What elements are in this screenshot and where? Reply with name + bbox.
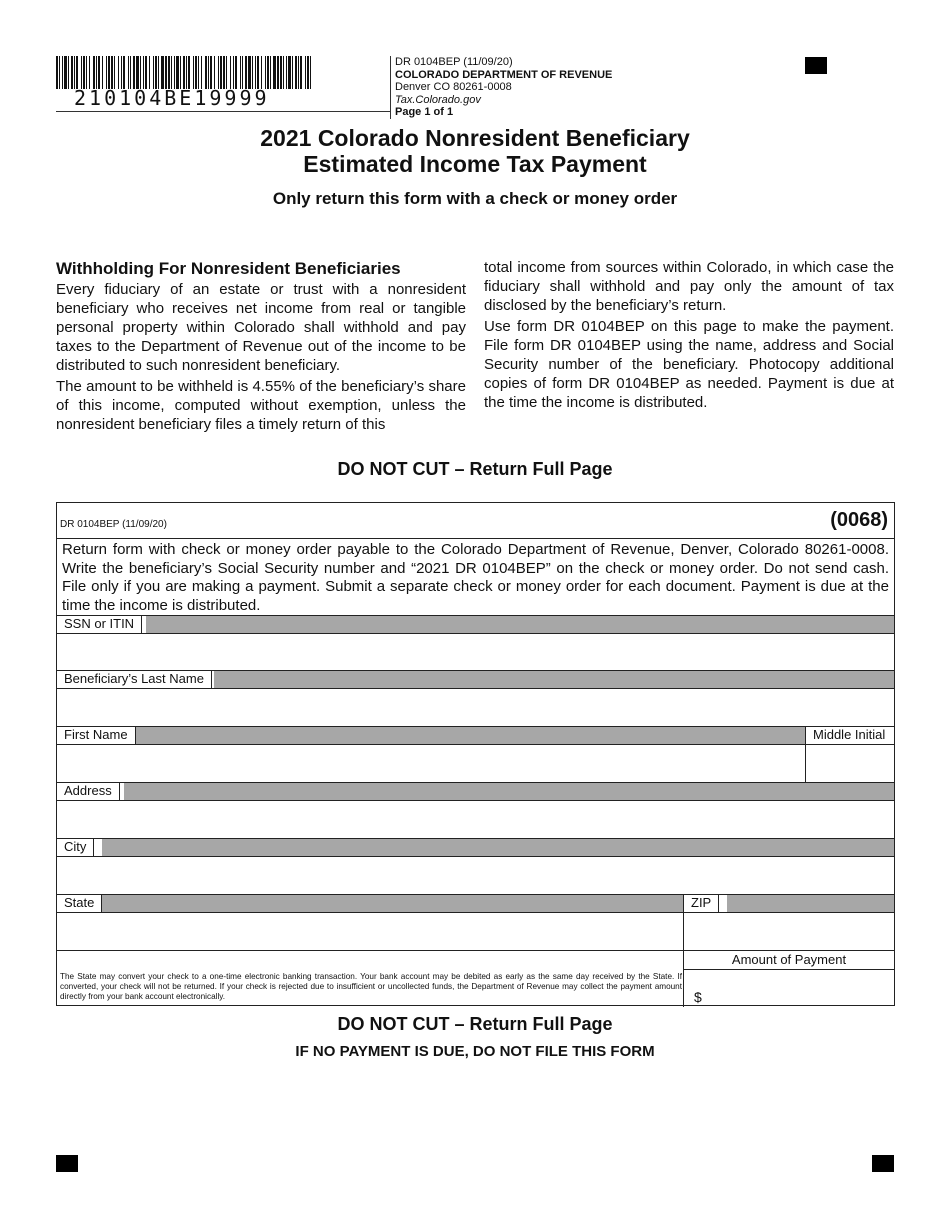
voucher-header bbox=[57, 503, 894, 539]
barcode-bar bbox=[68, 56, 69, 89]
page-subtitle: Only return this form with a check or money order bbox=[272, 189, 678, 208]
ssn-input[interactable] bbox=[57, 634, 894, 670]
form-number: DR 0104BEP (11/09/20) bbox=[395, 56, 513, 68]
barcode-bar bbox=[140, 56, 141, 89]
ssn-label: SSN or ITIN bbox=[57, 616, 142, 634]
page-title-line2: Estimated Income Tax Payment bbox=[303, 151, 647, 177]
label-bar bbox=[135, 727, 805, 744]
barcode-bar bbox=[223, 56, 225, 89]
barcode-bar bbox=[130, 56, 131, 89]
barcode-bar bbox=[280, 56, 282, 89]
city-input[interactable] bbox=[57, 857, 894, 894]
instructions-right-column bbox=[484, 258, 894, 414]
paragraph: Use form DR 0104BEP on this page to make the payment. File form DR 0104BEP using the name, address and Social Security number of the beneficiary. Photocopy additional copies of form DR 0104BEP as needed. Payment is due at the time the income is distributed. bbox=[484, 318, 894, 411]
page-number: Page 1 of 1 bbox=[395, 106, 454, 118]
department-name: COLORADO DEPARTMENT OF REVENUE bbox=[395, 68, 613, 81]
paragraph: The amount to be withheld is 4.55% of the beneficiary’s share of this income, computed without exemption, unless the nonresident beneficiary files a timely return of this bbox=[56, 378, 466, 433]
state-label: State bbox=[57, 895, 102, 913]
barcode-bar bbox=[133, 56, 135, 89]
check-conversion-disclaimer: The State may convert your check to a one-time electronic banking transaction. Your bank account may be debited as early as the same day received by the State. If converted, your check will not be returned. If your check is rejected due to insufficient or uncollected funds, the Department of Revenue may collect the payment amount directly from your bank account electronically. bbox=[60, 972, 682, 1001]
barcode-bar bbox=[261, 56, 262, 89]
barcode-bar bbox=[76, 56, 78, 89]
barcode-bar bbox=[168, 56, 170, 89]
label-bar bbox=[102, 895, 683, 912]
barcode-bar bbox=[255, 56, 256, 89]
barcode-bar bbox=[214, 56, 215, 89]
address-input[interactable] bbox=[57, 801, 894, 838]
middle-initial-input[interactable] bbox=[806, 745, 894, 782]
address-label: Address bbox=[57, 783, 120, 801]
barcode-bar bbox=[149, 56, 150, 89]
barcode-bar bbox=[198, 56, 199, 89]
barcode-bars bbox=[56, 56, 311, 89]
barcode-bar bbox=[161, 56, 164, 89]
barcode-bar bbox=[96, 56, 97, 89]
barcode-bar bbox=[145, 56, 147, 89]
barcode-bar bbox=[310, 56, 311, 89]
barcode-bar bbox=[59, 56, 60, 89]
barcode-bar bbox=[81, 56, 82, 89]
amount-input[interactable] bbox=[712, 970, 894, 1005]
voucher-code: (0068) bbox=[830, 509, 888, 531]
first-name-input[interactable] bbox=[57, 745, 805, 782]
label-bar bbox=[124, 783, 894, 800]
barcode-bar bbox=[114, 56, 115, 89]
barcode-bar bbox=[121, 56, 122, 89]
barcode-bar bbox=[183, 56, 185, 89]
department-address: Denver CO 80261-0008 bbox=[395, 81, 512, 93]
last-name-input[interactable] bbox=[57, 689, 894, 726]
barcode-bar bbox=[136, 56, 139, 89]
barcode-bar bbox=[176, 56, 179, 89]
barcode-number: 210104BE19999 bbox=[74, 86, 270, 110]
barcode-bar bbox=[86, 56, 87, 89]
barcode-bar bbox=[71, 56, 73, 89]
barcode-bar bbox=[102, 56, 103, 89]
voucher-form-id: DR 0104BEP (11/09/20) bbox=[60, 519, 167, 530]
barcode-bar bbox=[307, 56, 309, 89]
barcode-bar bbox=[235, 56, 237, 89]
page-title bbox=[0, 125, 950, 177]
barcode-bar bbox=[300, 56, 302, 89]
barcode-bar bbox=[220, 56, 222, 89]
city-label: City bbox=[57, 839, 94, 857]
barcode-bar bbox=[205, 56, 207, 89]
barcode-bar bbox=[174, 56, 175, 89]
payment-voucher bbox=[56, 502, 895, 1006]
barcode-bar bbox=[153, 56, 154, 89]
middle-initial-label: Middle Initial bbox=[805, 727, 892, 745]
barcode-bar bbox=[83, 56, 85, 89]
label-bar bbox=[727, 895, 894, 912]
barcode-bar bbox=[123, 56, 125, 89]
barcode-bar bbox=[201, 56, 202, 89]
registration-mark-top-right bbox=[805, 57, 827, 74]
barcode-bar bbox=[265, 56, 266, 89]
barcode-bar bbox=[248, 56, 251, 89]
barcode-bar bbox=[118, 56, 119, 89]
barcode-bar bbox=[188, 56, 190, 89]
barcode-bar bbox=[180, 56, 181, 89]
barcode-bar bbox=[242, 56, 243, 89]
barcode-bar bbox=[257, 56, 259, 89]
barcode-bar bbox=[286, 56, 287, 89]
barcode-bar bbox=[208, 56, 209, 89]
section-heading: Withholding For Nonresident Beneficiaries bbox=[56, 259, 401, 278]
barcode-bar bbox=[128, 56, 129, 89]
barcode-bar bbox=[195, 56, 197, 89]
zip-input[interactable] bbox=[684, 913, 894, 950]
label-bar bbox=[102, 839, 894, 856]
barcode-bar bbox=[226, 56, 227, 89]
barcode-bar bbox=[240, 56, 241, 89]
amount-label: Amount of Payment bbox=[731, 952, 847, 967]
registration-mark-bottom-right bbox=[872, 1155, 894, 1172]
barcode-bar bbox=[108, 56, 110, 89]
barcode-bar bbox=[210, 56, 212, 89]
state-input[interactable] bbox=[57, 913, 683, 950]
paragraph: total income from sources within Colorado, in which case the fiduciary shall withhold and pay only the amount of tax disclosed by the beneficiary’s return. bbox=[484, 259, 894, 314]
barcode-bar bbox=[89, 56, 90, 89]
first-name-label: First Name bbox=[57, 727, 136, 745]
barcode-bar bbox=[62, 56, 63, 89]
barcode-bar bbox=[158, 56, 159, 89]
registration-mark-bottom-left bbox=[56, 1155, 78, 1172]
barcode-bar bbox=[98, 56, 100, 89]
page-title-line1: 2021 Colorado Nonresident Beneficiary bbox=[260, 125, 690, 151]
barcode-bar bbox=[93, 56, 95, 89]
barcode-bar bbox=[56, 56, 58, 89]
barcode-bar bbox=[74, 56, 75, 89]
barcode-bar bbox=[186, 56, 187, 89]
dollar-sign: $ bbox=[694, 989, 702, 1005]
barcode bbox=[56, 56, 391, 112]
barcode-bar bbox=[230, 56, 231, 89]
barcode-bar bbox=[171, 56, 172, 89]
barcode-bar bbox=[143, 56, 144, 89]
instructions-left-column bbox=[56, 258, 466, 436]
footer-do-not-cut-notice: DO NOT CUT – Return Full Page bbox=[337, 1014, 613, 1034]
barcode-bar bbox=[283, 56, 284, 89]
barcode-bar bbox=[218, 56, 219, 89]
barcode-bar bbox=[292, 56, 293, 89]
barcode-bar bbox=[267, 56, 269, 89]
label-bar bbox=[146, 616, 894, 633]
barcode-bar bbox=[295, 56, 297, 89]
barcode-bar bbox=[64, 56, 67, 89]
barcode-bar bbox=[273, 56, 276, 89]
label-bar bbox=[214, 671, 894, 688]
barcode-bar bbox=[155, 56, 157, 89]
last-name-label: Beneficiary’s Last Name bbox=[57, 671, 212, 689]
paragraph: Every fiduciary of an estate or trust with a nonresident beneficiary who receives net income from real or tangible personal property within Colorado shall withhold and pay taxes to the Department of Revenue out of the income to be distributed to such nonresident beneficiary. bbox=[56, 281, 466, 374]
no-payment-notice: IF NO PAYMENT IS DUE, DO NOT FILE THIS FORM bbox=[295, 1043, 655, 1060]
barcode-bar bbox=[252, 56, 253, 89]
barcode-bar bbox=[106, 56, 107, 89]
barcode-bar bbox=[193, 56, 194, 89]
barcode-bar bbox=[245, 56, 247, 89]
zip-label: ZIP bbox=[683, 895, 719, 913]
form-header-info bbox=[390, 56, 612, 119]
barcode-bar bbox=[165, 56, 167, 89]
voucher-instructions: Return form with check or money order payable to the Colorado Department of Revenue, Denver, Colorado 80261-0008. Write the beneficiary’s Social Security number and “2021 DR 0104BEP” on the check or money order. Do not send cash. File only if you are making a payment. Submit a separate check or money order for each document. Payment is due at the time the income is distributed. bbox=[57, 539, 894, 616]
barcode-bar bbox=[270, 56, 271, 89]
department-website: Tax.Colorado.gov bbox=[395, 93, 481, 106]
barcode-bar bbox=[277, 56, 279, 89]
barcode-bar bbox=[288, 56, 291, 89]
barcode-bar bbox=[305, 56, 306, 89]
barcode-bar bbox=[111, 56, 113, 89]
barcode-bar bbox=[233, 56, 234, 89]
barcode-bar bbox=[298, 56, 299, 89]
do-not-cut-notice: DO NOT CUT – Return Full Page bbox=[337, 459, 613, 479]
